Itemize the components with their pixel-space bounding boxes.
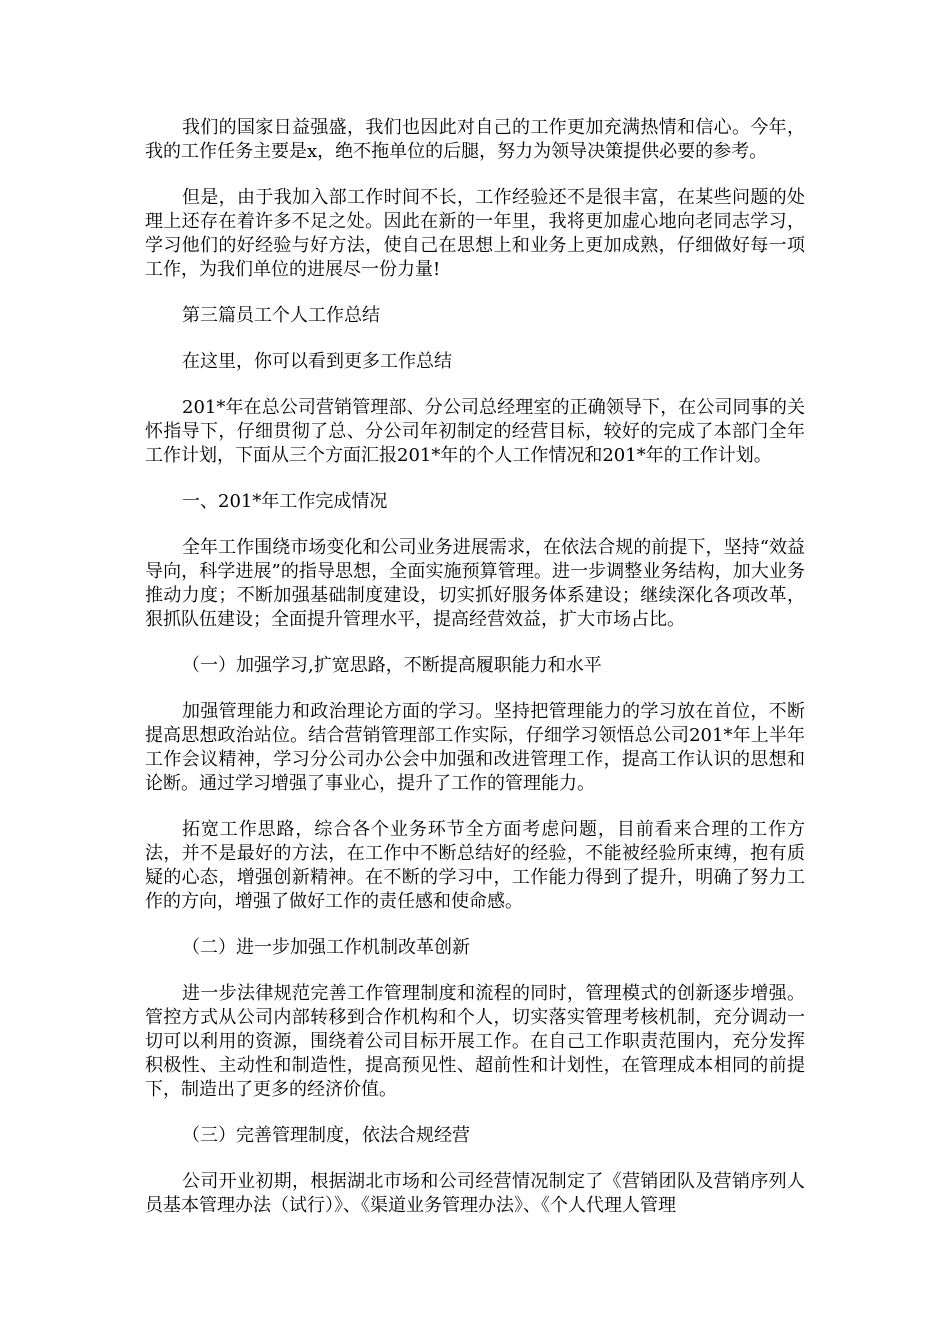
heading-part-1: 一、201*年工作完成情况 xyxy=(182,491,388,512)
paragraph-4: 全年工作围绕市场变化和公司业务进展需求，在依法合规的前提下，坚持“效益导向，科学进展”的指导思想，全面实施预算管理。进一步调整业务结构，加大业务推动力度；不断加强基础制度建设，切实抓好服务体系建设；继续深化各项改革，狠抓队伍建设；全面提升管理水平，提高经营效益，扩大市场占比。 xyxy=(145,537,805,630)
subheading-3: （三）完善管理制度，依法合规经营 xyxy=(182,1125,470,1146)
paragraph-3: 201*年在总公司营销管理部、分公司总经理室的正确领导下，在公司同事的关怀指导下，仔细贯彻了总、分公司年初制定的经营目标，较好的完成了本部门全年工作计划，下面从三个方面汇报201*年的个人工作情况和201*年的工作计划。 xyxy=(145,397,805,466)
paragraph-1: 我们的国家日益强盛，我们也因此对自己的工作更加充满热情和信心。今年，我的工作任务主要是x，绝不拖单位的后腿，努力为领导决策提供必要的参考。 xyxy=(145,117,805,162)
paragraph-5: 加强管理能力和政治理论方面的学习。坚持把管理能力的学习放在首位，不断提高思想政治站位。结合营销管理部工作实际，仔细学习领悟总公司201*年上半年工作会议精神，学习分公司办公会中加强和改进管理工作，提高工作认识的思想和论断。通过学习增强了事业心，提升了工作的管理能力。 xyxy=(145,701,805,794)
paragraph-2: 但是，由于我加入部工作时间不长，工作经验还不是很丰富，在某些问题的处理上还存在着许多不足之处。因此在新的一年里，我将更加虚心地向老同志学习，学习他们的好经验与好方法，使自己在思想上和业务上更加成熟，仔细做好每一项工作，为我们单位的进展尽一份力量! xyxy=(145,187,805,280)
subheading-1: （一）加强学习,扩宽思路，不断提高履职能力和水平 xyxy=(182,655,602,676)
document-body xyxy=(145,116,805,1240)
intro-line: 在这里，你可以看到更多工作总结 xyxy=(182,351,452,372)
paragraph-6: 拓宽工作思路，综合各个业务环节全方面考虑问题，目前看来合理的工作方法，并不是最好的方法，在工作中不断总结好的经验，不能被经验所束缚，抱有质疑的心态，增强创新精神。在不断的学习中，工作能力得到了提升，明确了努力工作的方向，增强了做好工作的责任感和使命感。 xyxy=(145,819,805,912)
subheading-2: （二）进一步加强工作机制改革创新 xyxy=(182,937,470,958)
section-title: 第三篇员工个人工作总结 xyxy=(182,305,380,326)
paragraph-8: 公司开业初期，根据湖北市场和公司经营情况制定了《营销团队及营销序列人员基本管理办法（试行）》、《渠道业务管理办法》、《个人代理人管理 xyxy=(145,1171,805,1216)
paragraph-7: 进一步法律规范完善工作管理制度和流程的同时，管理模式的创新逐步增强。管控方式从公司内部转移到合作机构和个人，切实落实管理考核机制，充分调动一切可以利用的资源，围绕着公司目标开展工作。在自己工作职责范围内，充分发挥积极性、主动性和制造性，提高预见性、超前性和计划性，在管理成本相同的前提下，制造出了更多的经济价值。 xyxy=(145,983,805,1100)
